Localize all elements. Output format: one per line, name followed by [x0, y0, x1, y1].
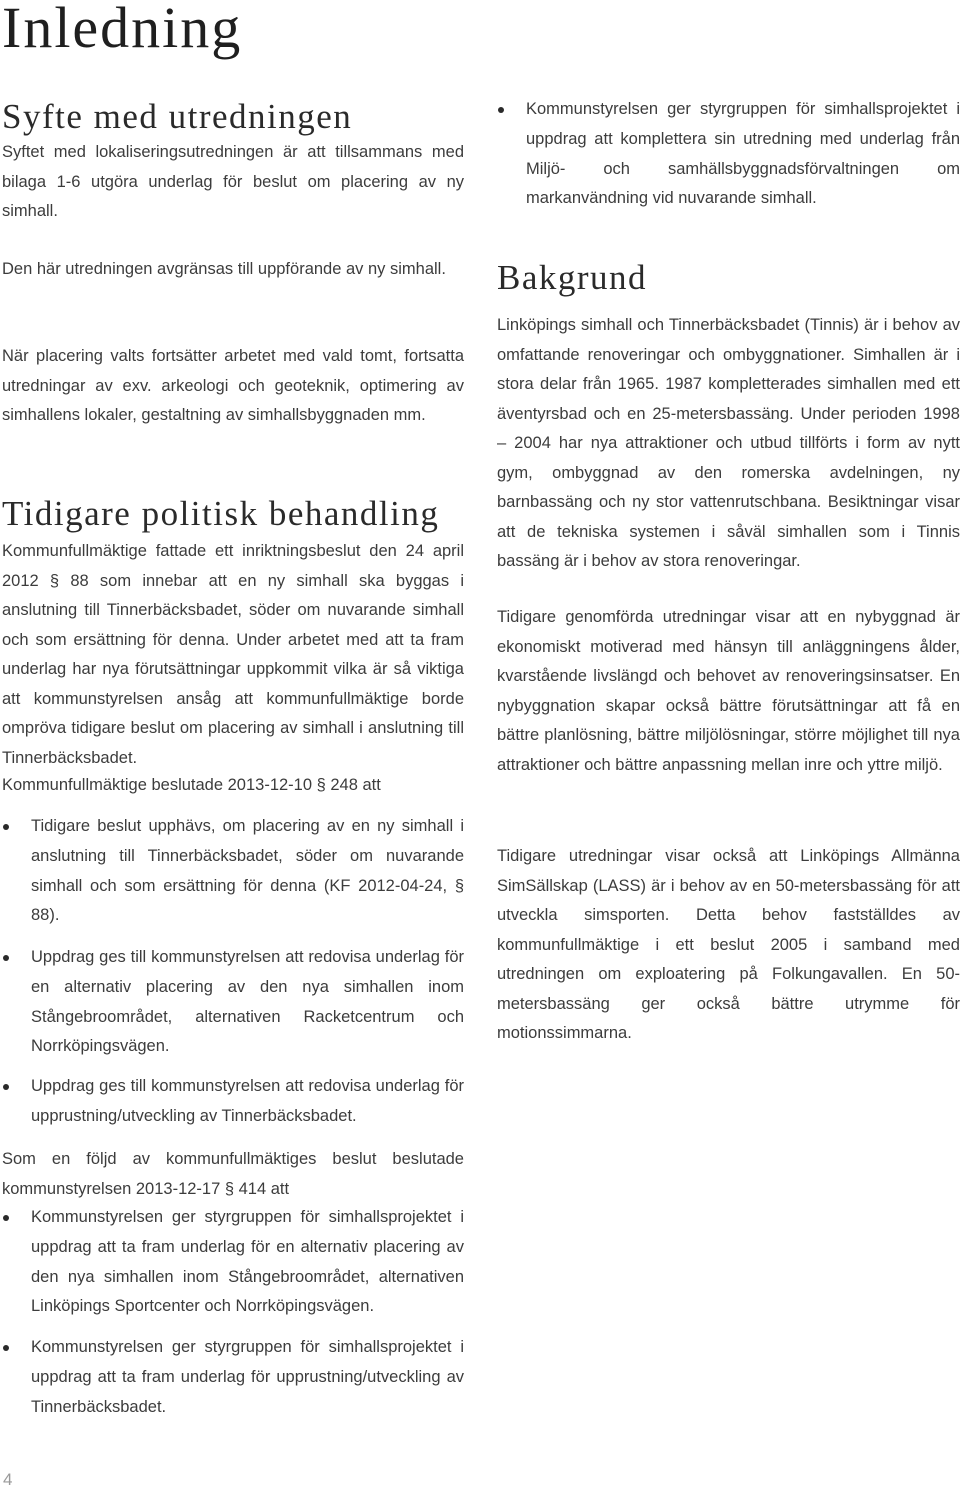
- page-title: Inledning: [2, 0, 243, 60]
- list-item: Uppdrag ges till kommunstyrelsen att redovisa underlag för en alternativ placering av den nya simhallen inom Stångebroområdet, alternativen Racketcentrum och Norrköpingsvägen.: [2, 943, 464, 1062]
- page-number: 4: [3, 1470, 13, 1489]
- list-item: Tidigare beslut upphävs, om placering av en ny simhall i anslutning till Tinnerbäcksbadet, söder om nuvarande simhall och som ersättning för denna (KF 2012-04-24, § 88).: [2, 812, 464, 931]
- decision-list: [497, 95, 960, 214]
- decision-list: [2, 1072, 464, 1132]
- list-item: Kommunstyrelsen ger styrgruppen för simhallsprojektet i uppdrag att komplettera sin utredning med underlag från Miljö- och samhällsbyggnadsförvaltningen om markanvändning vid nuvarande simhall.: [497, 95, 960, 214]
- decision-list: [2, 1333, 464, 1422]
- list-item: Kommunstyrelsen ger styrgruppen för simhallsprojektet i uppdrag att ta fram underlag för en alternativ placering av den nya simhallen inom Stångebroområdet, alternativen Linköpings Sportcenter och Norrköpingsvägen.: [2, 1203, 464, 1322]
- paragraph: När placering valts fortsätter arbetet med vald tomt, fortsatta utredningar av exv. arkeologi och geoteknik, optimering av simhallens lokaler, gestaltning av simhallsbyggnaden mm.: [2, 347, 464, 424]
- paragraph: Tidigare genomförda utredningar visar att en nybyggnad är ekonomiskt motiverad med hänsyn till anläggningens ålder, kvarstående livslängd och behovet av renoveringsinsatser. En nybyggnation skapar också bättre förutsättningar att få en bättre planlösning, bättre miljölösningar, större möjlighet till nya attraktioner och bättre anpassning mellan inre och yttre miljö.: [497, 608, 960, 774]
- list-item: Kommunstyrelsen ger styrgruppen för simhallsprojektet i uppdrag att ta fram underlag för upprustning/utveckling av Tinnerbäcksbadet.: [2, 1333, 464, 1422]
- paragraph: Kommunfullmäktige fattade ett inriktningsbeslut den 24 april 2012 § 88 som innebar att en ny simhall ska byggas i anslutning till Tinnerbäcksbadet, söder om nuvarande simhall och som ersättning för denna. Under arbetet med att ta fram underlag har nya förutsättningar uppkommit vilka är så viktiga att kommunstyrelsen ansåg att kommunfullmäktige borde ompröva tidigare beslut om placering av simhall i anslutning till Tinnerbäcksbadet.: [2, 542, 464, 767]
- section-heading-syfte: Syfte med utredningen: [2, 97, 353, 136]
- decision-list: [2, 812, 464, 931]
- decision-list: [2, 1203, 464, 1322]
- paragraph: Som en följd av kommunfullmäktiges beslut beslutade kommunstyrelsen 2013-12-17 § 414 att: [2, 1150, 464, 1198]
- paragraph: Syftet med lokaliseringsutredningen är att tillsammans med bilaga 1-6 utgöra underlag för beslut om placering av ny simhall.: [2, 143, 464, 220]
- section-heading-bakgrund: Bakgrund: [497, 258, 648, 297]
- paragraph: Linköpings simhall och Tinnerbäcksbadet (Tinnis) är i behov av omfattande renoveringar och ombyggnationer. Simhallen är i stora delar från 1965. 1987 kompletterades simhallen med ett äventyrsbad och en 25-metersbassäng. Under perioden 1998 – 2004 har nya attraktioner och utbud tillförts i form av nytt gym, ombyggnad av den romerska avdelningen, ny barnbassäng och ny stor vattenrutschbana. Besiktningar visar att de tekniska systemen i såväl simhallen som i Tinnis bassäng är i behov av stora renoveringar.: [497, 316, 960, 570]
- paragraph: Den här utredningen avgränsas till uppförande av ny simhall.: [2, 260, 446, 278]
- decision-list: [2, 943, 464, 1062]
- paragraph: Kommunfullmäktige beslutade 2013-12-10 § 248 att: [2, 776, 381, 794]
- list-item: Uppdrag ges till kommunstyrelsen att redovisa underlag för upprustning/utveckling av Tinnerbäcksbadet.: [2, 1072, 464, 1132]
- paragraph: Tidigare utredningar visar också att Linköpings Allmänna SimSällskap (LASS) är i behov av en 50-metersbassäng för att utveckla simsporten. Detta behov fastställdes av kommunfullmäktige i ett beslut 2005 i samband med utredningen om exploatering på Folkungavallen. En 50-metersbassäng ger också bättre utrymme för motionssimmarna.: [497, 847, 960, 1042]
- section-heading-tidigare: Tidigare politisk behandling: [2, 494, 440, 533]
